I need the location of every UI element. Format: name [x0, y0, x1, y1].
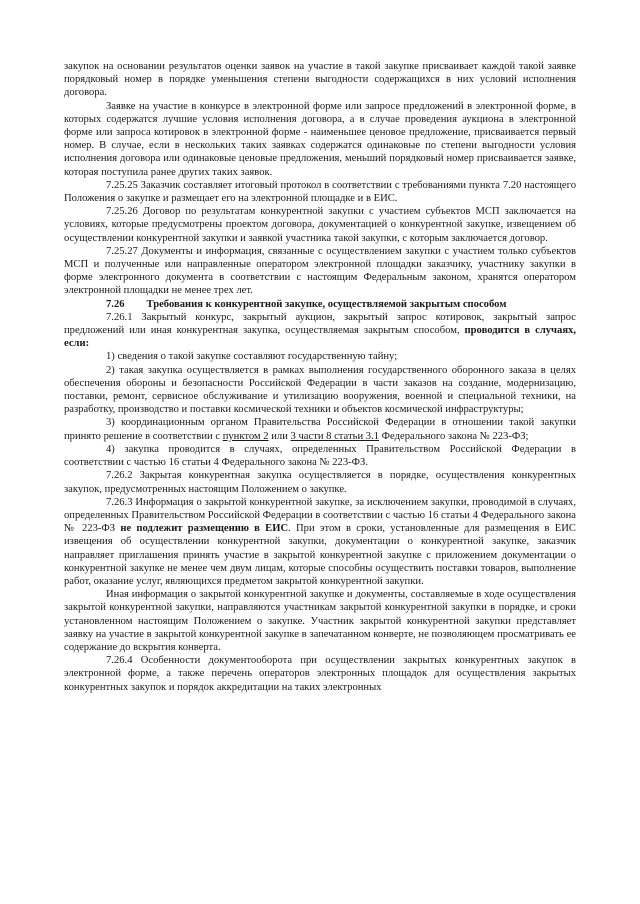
list-item-3-text-a: 3) координационным органом Правительства Российской Федерации в отношении такой закупки принято решение в соответствии с — [64, 417, 576, 442]
paragraph-7-25-27: 7.25.27 Документы и информация, связанные с осуществлением закупки с участием только субъектов МСП и полученные или направленные оператором электронной площадки заказчику, участнику закупки в форме электронного документа в соответствии с настоящим Федеральным законом, хранятся оператором электронной площадки не менее трех лет. — [64, 245, 576, 297]
section-title: Требования к конкурентной закупке, осуществляемой закрытым способом — [146, 298, 507, 310]
list-item-2: 2) такая закупка осуществляется в рамках выполнения государственного оборонного заказа в целях обеспечения обороны и безопасности Российской Федерации в части заказов на создание, модернизацию, поставки, ремонт, сервисное обслуживание и утилизацию вооружения, военной и специальной техники, на разработку, производство и поставки космической техники и объектов космической инфраструктуры; — [64, 364, 576, 416]
paragraph-other-info: Иная информация о закрытой конкурентной закупке и документы, составляемые в ходе осуществления закрытой конкурентной закупки, направляются участникам закрытой конкурентной закупки в порядке, и сроки установленном настоящим Положением о закупке. Участник закрытой конкурентной закупки представляет заявку на участие в закрытой конкурентной закупке в запечатанном конверте, не позволяющем просматривать ее содержание до вскрытия конверта. — [64, 589, 576, 653]
paragraph-7-26-1 — [64, 311, 576, 351]
paragraph-7-26-3 — [64, 496, 576, 588]
list-item-1: 1) сведения о такой закупке составляют государственную тайну; — [106, 351, 398, 363]
link-chast-8-stati-3-1[interactable]: 3 части 8 статьи 3.1 — [290, 430, 380, 442]
paragraph-7-26-4: 7.26.4 Особенности документооборота при осуществлении закрытых конкурентных закупок в электронной форме, а также перечень операторов электронных площадок для осуществления закрытых конкурентных закупок и порядок аккредитации на таких электронных — [64, 655, 576, 693]
paragraph-continuation: закупок на основании результатов оценки заявок на участие в такой закупке присваивает каждой такой заявке порядковый номер в порядке уменьшения степени выгодности содержащихся в них условий исполнения договора. — [64, 61, 576, 99]
paragraph-7-26-1-text: 7.26.1 Закрытый конкурс, закрытый аукцион, закрытый запрос котировок, закрытый запрос предложений или иная конкурентная закупка, осуществляемая закрытым способом, — [64, 311, 576, 337]
paragraph-7-26-1-bold: проводится в случаях, если: — [64, 325, 577, 350]
paragraph-7-26-3-bold: не подлежит размещению в ЕИС — [120, 523, 289, 535]
paragraph-first-number: Заявке на участие в конкурсе в электронной форме или запросе предложений в электронной форме, в которых содержатся лучшие условия исполнения договора, а в случае проведения аукциона в электронной форме или запроса котировок в электронной форме - наименьшее ценовое предложение, присваивается первый номер. В случае, если в нескольких таких заявках содержатся одинаковые по степени выгодности условия исполнения договора или одинаковые ценовые предложения, меньший порядковый номер присваивается заявке, которая поступила ранее других таких заявок. — [64, 100, 576, 178]
section-number: 7.26 — [106, 298, 125, 310]
list-item-3-text-c: Федерального закона № 223-ФЗ; — [381, 430, 529, 442]
paragraph-7-26-3-text-a: 7.26.3 Информация о закрытой конкурентной закупке, за исключением закупки, проводимой в случаях, определенных Правительством Российской Федерации в соответствии с частью 16 статьи 4 Федерального закона № 223-ФЗ — [64, 496, 576, 535]
document-page — [64, 60, 576, 694]
paragraph-7-25-25: 7.25.25 Заказчик составляет итоговый протокол в соответствии с требованиями пункта 7.20 настоящего Положения о закупке и размещает его на электронной площадке и в ЕИС. — [64, 179, 576, 205]
list-item-3 — [64, 416, 576, 442]
paragraph-7-26-2: 7.26.2 Закрытая конкурентная закупка осуществляется в порядке, осуществления конкурентных закупок, предусмотренных настоящим Положением о закупке. — [64, 470, 576, 495]
list-item-3-text-b: или — [271, 430, 288, 442]
section-heading-7-26 — [64, 298, 576, 311]
list-item-4: 4) закупка проводится в случаях, определенных Правительством Российской Федерации в соответствии с частью 16 статьи 4 Федерального закона № 223-ФЗ. — [64, 443, 576, 469]
link-punkt-2[interactable]: пунктом 2 — [222, 430, 269, 442]
paragraph-7-25-26: 7.25.26 Договор по результатам конкурентной закупки с участием субъектов МСП заключается на условиях, которые предусмотрены проектом договора, документацией о конкурентной закупке, извещением об осуществлении конкурентной закупки и заявкой участника такой закупки, с которым заключается договор. — [64, 206, 576, 244]
paragraph-7-26-3-text-b: . При этом в сроки, установленные для размещения в ЕИС извещения об осуществлении конкурентной закупки, документации о конкурентной закупке, заказчик направляет приглашения принять участие в закрытой конкурентной закупке с приложением документации о конкурентной закупке не менее чем двум лицам, которые способны осуществить поставки товаров, выполнение работ, оказание услуг, являющихся предметом закрытой конкурентной закупки. — [64, 523, 576, 587]
